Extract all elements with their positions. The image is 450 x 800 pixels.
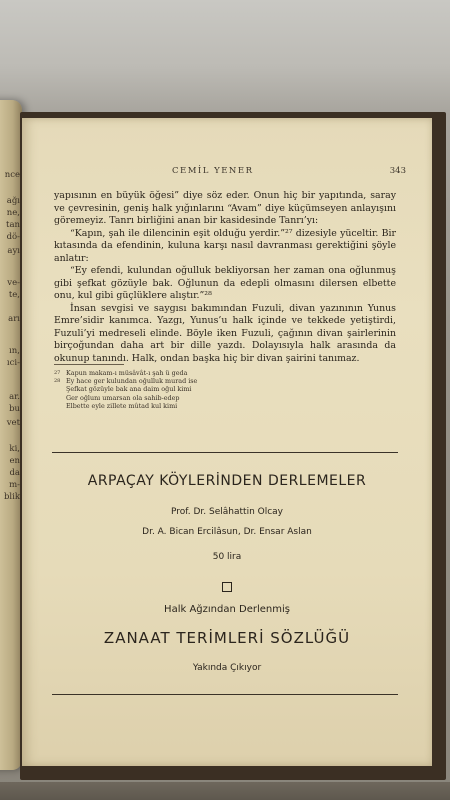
left-page-text-fragment: dö- <box>6 232 20 242</box>
left-page-text-fragment: te, <box>8 290 20 300</box>
ad-coming-soon: Yakında Çıkıyor <box>192 663 262 673</box>
body-text <box>54 190 396 365</box>
footnotes <box>54 369 354 410</box>
left-page-text-fragment: da <box>9 468 20 478</box>
footnote-number: 28 <box>54 378 61 385</box>
footnote-28 <box>54 377 354 385</box>
footnote-line: Ger oğlunı umarsan ola sahib-edep <box>66 393 180 402</box>
quote-paragraph: “Ey efendi, kulundan oğulluk bekliyorsan her zaman ona oğlunmuş gibi şefkat gözüyle bak. Oğlunun da edepli olmasını dilersen elbette onu, kul gibi güçlüklere alıştır.”²⁸ <box>54 265 396 301</box>
paragraph: yapısının en büyük öğesi” diye söz eder. Onun hiç bir yapıtında, saray ve çevresinin, geniş halk yığınlarını “Avam” diye küçümseyen anlayışını göremeyiz. Tanrı birliğini anan bir kasidesinde Tanrı’yı: <box>54 190 396 226</box>
left-page-text-fragment: arı <box>8 314 20 324</box>
square-ornament-icon <box>222 582 232 592</box>
left-page-text-fragment: nce <box>4 170 20 180</box>
table-surface <box>0 782 450 800</box>
left-page-text-fragment: vet <box>6 418 20 428</box>
left-page-text-fragment: ve- <box>7 278 20 288</box>
running-head-author: CEMİL YENER <box>172 166 254 176</box>
ad-author-line: Prof. Dr. Selâhattin Olcay <box>170 507 284 517</box>
ad-book-title-2: ZANAAT TERİMLERİ SÖZLÜĞÜ <box>103 629 351 647</box>
left-page-text-fragment: bu <box>9 404 20 414</box>
running-head <box>22 166 432 180</box>
left-page-text-fragment: ne, <box>6 208 20 218</box>
footnote-rule <box>54 364 124 365</box>
left-page-text-fragment: ki, <box>9 444 20 454</box>
left-page-text-fragment: ayı <box>7 246 20 256</box>
footnote-line: Kapun makam-ı müsâvât-ı şah ü geda <box>66 369 188 377</box>
footnote-number: 27 <box>54 370 61 376</box>
background-wall-top <box>0 0 450 110</box>
section-divider-top <box>52 452 398 453</box>
ad-price: 50 lira <box>212 552 242 562</box>
left-page-edge <box>0 100 22 770</box>
page-number: 343 <box>389 166 406 176</box>
ad-author-line: Dr. A. Bican Ercilâsun, Dr. Ensar Aslan <box>142 527 312 537</box>
left-page-text-fragment: en <box>9 456 20 466</box>
left-page-text-fragment: ın, <box>9 346 20 356</box>
footnote-line: Ey hace ger kulundan oğulluk murad ise <box>66 377 198 386</box>
left-page-text-fragment: m- <box>9 480 20 490</box>
paragraph: İnsan sevgisi ve saygısı bakımından Fuzuli, divan yazınının Yunus Emre’sidir kanımca. Yazgı, Yunus’u halk içinde ve tekkede yetiştirdi, Fuzuli’yi medreseli elinde. Böyle iken Fuzuli, çağının divan şairlerinin birçoğundan daha art bir dille yazdı. Dolayısıyla halk arasında da okunup tanındı. Halk, ondan başka hiç bir divan şairini tanımaz. <box>54 302 396 364</box>
left-page-text-fragment: blik <box>3 492 20 502</box>
quote-paragraph: “Kapın, şah ile dilencinin eşit olduğu yerdir.”²⁷ dizesiyle yüceltir. Bir kıtasında da efendinin, kuluna karşı nasıl davranması gerektiğini şöyle anlatır: <box>54 227 396 264</box>
footnote-27 <box>54 369 354 377</box>
left-page-text-fragment: tan <box>6 220 20 230</box>
footnote-line: Şefkat gözüyle bak ana daim oğul kimi <box>66 385 192 394</box>
left-page-text-fragment: ıci- <box>6 358 20 368</box>
ad-separator-box <box>22 577 432 589</box>
ad-subtitle: Halk Ağzından Derlenmiş <box>164 604 290 615</box>
left-page-text-fragment: ar. <box>9 392 20 402</box>
ad-book-title: ARPAÇAY KÖYLERİNDEN DERLEMELER <box>87 473 367 489</box>
footnote-line: Elbette eyle zillete mûtad kul kimi <box>66 401 178 410</box>
book-page <box>22 118 432 766</box>
section-divider-bottom <box>52 694 398 695</box>
left-page-text-fragment: ağı <box>6 196 20 206</box>
